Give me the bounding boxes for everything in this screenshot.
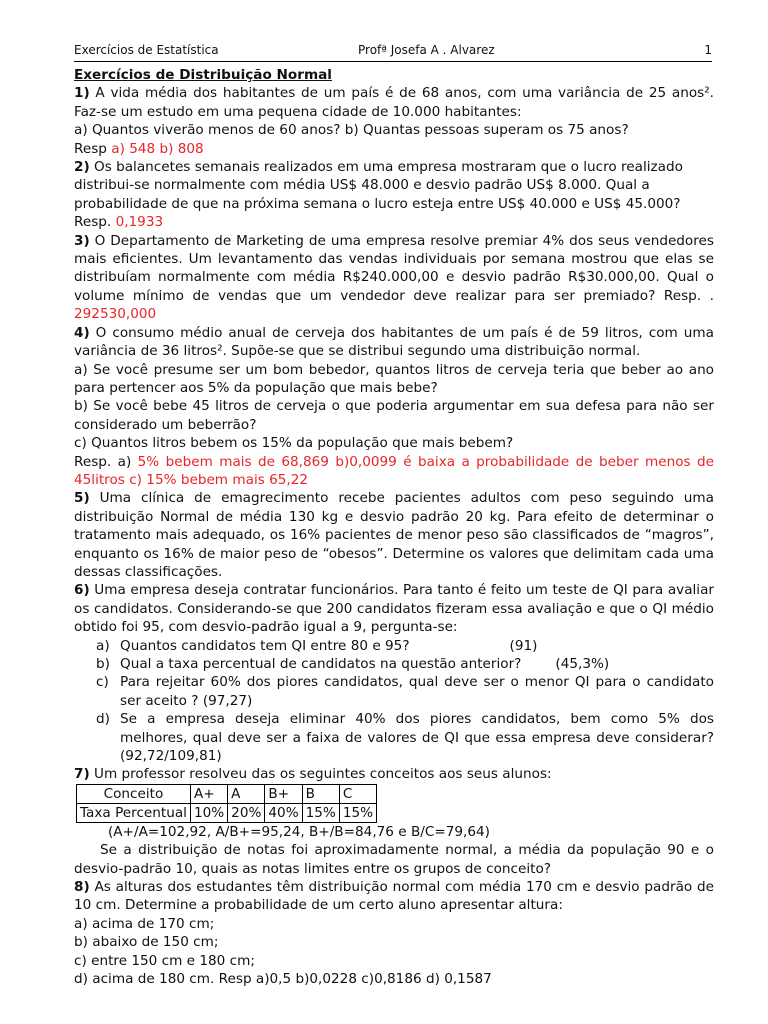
question-number: 5) xyxy=(74,490,90,507)
document-body xyxy=(74,66,714,989)
question-8-part-d: d) acima de 180 cm. Resp a)0,5 b)0,0228 c)0,8186 d) 0,1587 xyxy=(74,971,492,988)
question-text: O consumo médio anual de cerveja dos habitantes de um país é de 59 litros, com uma variância de 36 litros². Supõe-se que se distribui segundo uma distribuição normal. xyxy=(74,324,714,360)
question-8 xyxy=(74,878,714,915)
question-4-part-c: c) Quantos litros bebem os 15% da população que mais bebem? xyxy=(74,435,514,452)
question-8-part-b: b) abaixo de 150 cm; xyxy=(74,934,219,951)
question-number: 6) xyxy=(74,582,90,599)
question-5 xyxy=(74,489,714,581)
question-2 xyxy=(74,158,714,232)
question-1 xyxy=(74,84,714,121)
question-text: Uma clínica de emagrecimento recebe pacientes adultos com peso seguindo uma distribuição Normal de média 130 kg e desvio padrão 20 kg. Para efeito de determinar o tratamento mais adequado, os 16% pacientes de menor peso são classificados de “magros”, enquanto os 16% de maior peso de “obesos”. Determine os valores que delimitam cada uma dessas classificações. xyxy=(74,490,714,580)
item-answer: (92,72/109,81) xyxy=(120,748,222,765)
question-7-text: Se a distribuição de notas foi aproximadamente normal, a média da população 90 e o desvio-padrão 10, quais as notas limites entre os grupos de conceito? xyxy=(74,842,714,877)
question-6-items xyxy=(74,637,714,766)
question-number: 3) xyxy=(74,232,90,249)
question-4 xyxy=(74,324,714,361)
question-6 xyxy=(74,581,714,636)
answer-text: 292530,000 xyxy=(74,306,157,323)
page-header xyxy=(74,43,712,62)
header-page-number: 1 xyxy=(704,43,712,57)
question-number: 1) xyxy=(74,85,90,102)
question-8-part-c: c) entre 150 cm e 180 cm; xyxy=(74,952,255,969)
item-answer: (91) xyxy=(509,637,538,654)
question-4-answer: Resp. a) 5% bebem mais de 68,869 b)0,0099 é baixa a probabilidade de beber menos de 45litros c) 15% bebem mais 65,22 xyxy=(74,453,714,488)
list-item: a) Quantos candidatos tem QI entre 80 e 95? (91) xyxy=(96,637,538,654)
question-number: 8) xyxy=(74,879,90,896)
table-row: Taxa Percentual 10% 20% 40% 15% 15% xyxy=(77,803,377,822)
table-row: Conceito A+ A B+ B C xyxy=(77,784,377,803)
question-text: O Departamento de Marketing de uma empresa resolve premiar 4% dos seus vendedores mais eficientes. Um levantamento das vendas individuais por semana mostrou que elas se distribuíam normalmente com média R$240.000,00 e desvio padrão R$30.000,00. Qual o volume mínimo de vendas que um vendedor deve realizar para ser premiado? Resp. . xyxy=(74,232,714,304)
list-item: d) Se a empresa deseja eliminar 40% dos piores candidatos, bem como 5% dos melhores, qual deve ser a faixa de valores de QI que essa empresa deve considerar? (92,72/109,81) xyxy=(96,711,714,765)
concept-table xyxy=(76,784,377,823)
question-number: 4) xyxy=(74,324,90,341)
question-7 xyxy=(74,765,714,783)
list-item: b) Qual a taxa percentual de candidatos na questão anterior? (45,3%) xyxy=(96,656,610,672)
answer-text: 0,1933 xyxy=(115,214,164,231)
question-number: 2) xyxy=(74,159,90,176)
question-text: Um professor resolveu das os seguintes conceitos aos seus alunos: xyxy=(89,766,552,783)
question-number: 7) xyxy=(74,766,90,783)
question-8-part-a: a) acima de 170 cm; xyxy=(74,915,215,932)
question-3 xyxy=(74,232,714,324)
question-text: A vida média dos habitantes de um país é de 68 anos, com uma variância de 25 anos². Faz-se um estudo em uma pequena cidade de 10.000 habitantes: xyxy=(74,85,714,120)
question-text: Uma empresa deseja contratar funcionários. Para tanto é feito um teste de QI para avaliar os candidatos. Considerando-se que 200 candidatos fizeram essa avaliação e que o QI médio obtido foi 95, com desvio-padrão igual a 9, pergunta-se: xyxy=(74,582,714,636)
question-4-part-b: b) Se você bebe 45 litros de cerveja o que poderia argumentar em sua defesa para não ser considerado um beberrão? xyxy=(74,398,714,433)
header-course: Exercícios de Estatística xyxy=(74,43,219,57)
item-answer: (45,3%) xyxy=(555,656,610,672)
question-1-answer: Resp a) 548 b) 808 xyxy=(74,140,204,157)
question-text: Os balancetes semanais realizados em uma empresa mostraram que o lucro realizado distribui-se normalmente com média US$ 48.000 e desvio padrão US$ 8.000. Qual a probabilidade de que na próxima semana o lucro esteja entre US$ 40.000 e US$ 45.000? Resp. xyxy=(74,159,683,231)
question-4-part-a: a) Se você presume ser um bom bebedor, quantos litros de cerveja teria que beber ao ano para pertencer aos 5% da população que mais bebe? xyxy=(74,361,714,396)
question-7-answer: (A+/A=102,92, A/B+=95,24, B+/B=84,76 e B/C=79,64) xyxy=(108,823,490,840)
item-answer: (97,27) xyxy=(202,692,253,709)
answer-text: 5% bebem mais de 68,869 b)0,0099 é baixa a probabilidade de beber menos de 45litros c) 15% bebem mais 65,22 xyxy=(74,453,714,488)
list-item: c) Para rejeitar 60% dos piores candidatos, qual deve ser o menor QI para o candidato ser aceito ? (97,27) xyxy=(96,674,714,709)
question-1-parts: a) Quantos viverão menos de 60 anos? b) Quantas pessoas superam os 75 anos? xyxy=(74,122,629,139)
document-title: Exercícios de Distribuição Normal xyxy=(74,67,332,83)
answer-text: a) 548 b) 808 xyxy=(111,140,204,157)
question-text: As alturas dos estudantes têm distribuição normal com média 170 cm e desvio padrão de 10 cm. Determine a probabilidade de um certo aluno apresentar altura: xyxy=(74,879,714,914)
header-professor: Profª Josefa A . Alvarez xyxy=(358,43,495,57)
